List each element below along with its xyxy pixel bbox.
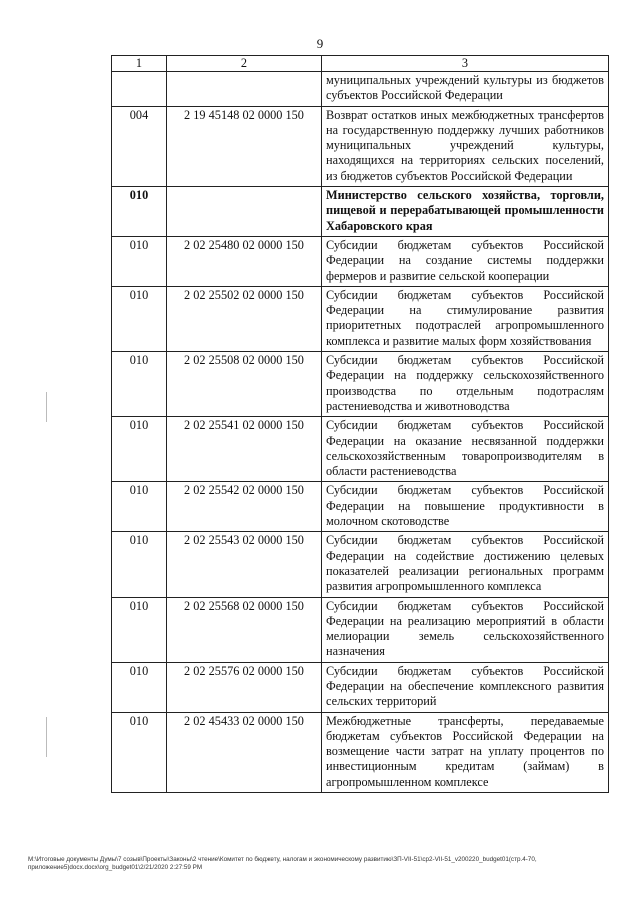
budget-classification-code-cell bbox=[167, 187, 322, 237]
admin-code-cell: 010 bbox=[112, 712, 167, 792]
table-row bbox=[112, 597, 609, 662]
income-description-cell: Субсидии бюджетам субъектов Российской Федерации на поддержку сельскохозяйственного производства по отдельным подотраслям растениеводства и животноводства bbox=[322, 352, 609, 417]
admin-code-cell bbox=[112, 72, 167, 107]
budget-classification-code-cell bbox=[167, 72, 322, 107]
budget-codes-table bbox=[111, 55, 609, 793]
admin-code-cell: 010 bbox=[112, 417, 167, 482]
income-description-cell: муниципальных учреждений культуры из бюджетов субъектов Российской Федерации bbox=[322, 72, 609, 107]
budget-classification-code-cell: 2 19 45148 02 0000 150 bbox=[167, 106, 322, 186]
table-row bbox=[112, 286, 609, 351]
income-description-cell: Возврат остатков иных межбюджетных трансфертов на государственную поддержку лучших работников муниципальных учреждений культуры, находящихся на территориях сельских поселений, из бюджетов субъектов Российской Федерации bbox=[322, 106, 609, 186]
budget-classification-code-cell: 2 02 25508 02 0000 150 bbox=[167, 352, 322, 417]
admin-code-cell: 010 bbox=[112, 532, 167, 597]
header-col-1: 1 bbox=[112, 56, 167, 72]
margin-scan-mark-bottom bbox=[46, 717, 47, 757]
income-description-cell: Субсидии бюджетам субъектов Российской Федерации на реализацию мероприятий в области мелиорации земель сельскохозяйственного назначения bbox=[322, 597, 609, 662]
budget-classification-code-cell: 2 02 25576 02 0000 150 bbox=[167, 662, 322, 712]
budget-classification-code-cell: 2 02 25480 02 0000 150 bbox=[167, 236, 322, 286]
admin-code-cell: 004 bbox=[112, 106, 167, 186]
income-description-cell: Субсидии бюджетам субъектов Российской Федерации на содействие достижению целевых показателей реализации региональных программ развития агропромышленного комплекса bbox=[322, 532, 609, 597]
income-description-cell: Субсидии бюджетам субъектов Российской Федерации на повышение продуктивности в молочном скотоводстве bbox=[322, 482, 609, 532]
table-row bbox=[112, 712, 609, 792]
income-description-cell: Субсидии бюджетам субъектов Российской Федерации на создание системы поддержки фермеров и развитие сельской кооперации bbox=[322, 236, 609, 286]
margin-scan-mark-top bbox=[46, 392, 47, 422]
budget-classification-code-cell: 2 02 25502 02 0000 150 bbox=[167, 286, 322, 351]
table-row bbox=[112, 106, 609, 186]
table-row bbox=[112, 482, 609, 532]
income-description-cell: Межбюджетные трансферты, передаваемые бюджетам субъектов Российской Федерации на возмещение части затрат на уплату процентов по инвестиционным кредитам (займам) в агропромышленном комплексе bbox=[322, 712, 609, 792]
admin-code-cell: 010 bbox=[112, 597, 167, 662]
table-row bbox=[112, 532, 609, 597]
budget-classification-code-cell: 2 02 25541 02 0000 150 bbox=[167, 417, 322, 482]
table-row bbox=[112, 187, 609, 237]
header-col-2: 2 bbox=[167, 56, 322, 72]
admin-code-cell: 010 bbox=[112, 482, 167, 532]
income-description-cell: Субсидии бюджетам субъектов Российской Федерации на обеспечение комплексного развития сельских территорий bbox=[322, 662, 609, 712]
income-description-cell: Субсидии бюджетам субъектов Российской Федерации на оказание несвязанной поддержки сельскохозяйственным товаропроизводителям в области растениеводства bbox=[322, 417, 609, 482]
table-row bbox=[112, 352, 609, 417]
admin-code-cell: 010 bbox=[112, 187, 167, 237]
file-path-footer: M:\Итоговые документы Думы\7 созыв\Проекты\Законы\2 чтение\Комитет по бюджету, налогам и экономическому развитию\ЗП-VII-51\ср2-VII-51_v200220_budget01(стр.4-70, приложение5)docx.docx\org_budget01\2/21/2020 2:27:59 PM bbox=[28, 856, 537, 872]
income-description-cell: Министерство сельского хозяйства, торговли, пищевой и перерабатывающей промышленности Хабаровского края bbox=[322, 187, 609, 237]
admin-code-cell: 010 bbox=[112, 662, 167, 712]
budget-classification-code-cell: 2 02 25543 02 0000 150 bbox=[167, 532, 322, 597]
table-row bbox=[112, 662, 609, 712]
table-row bbox=[112, 417, 609, 482]
admin-code-cell: 010 bbox=[112, 236, 167, 286]
table-header-row bbox=[112, 56, 609, 72]
budget-classification-code-cell: 2 02 25542 02 0000 150 bbox=[167, 482, 322, 532]
table-row bbox=[112, 72, 609, 107]
budget-classification-code-cell: 2 02 25568 02 0000 150 bbox=[167, 597, 322, 662]
admin-code-cell: 010 bbox=[112, 286, 167, 351]
income-description-cell: Субсидии бюджетам субъектов Российской Федерации на стимулирование развития приоритетных подотраслей агропромышленного комплекса и развитие малых форм хозяйствования bbox=[322, 286, 609, 351]
page-number: 9 bbox=[316, 36, 324, 51]
header-col-3: 3 bbox=[322, 56, 609, 72]
budget-classification-code-cell: 2 02 45433 02 0000 150 bbox=[167, 712, 322, 792]
table-row bbox=[112, 236, 609, 286]
admin-code-cell: 010 bbox=[112, 352, 167, 417]
